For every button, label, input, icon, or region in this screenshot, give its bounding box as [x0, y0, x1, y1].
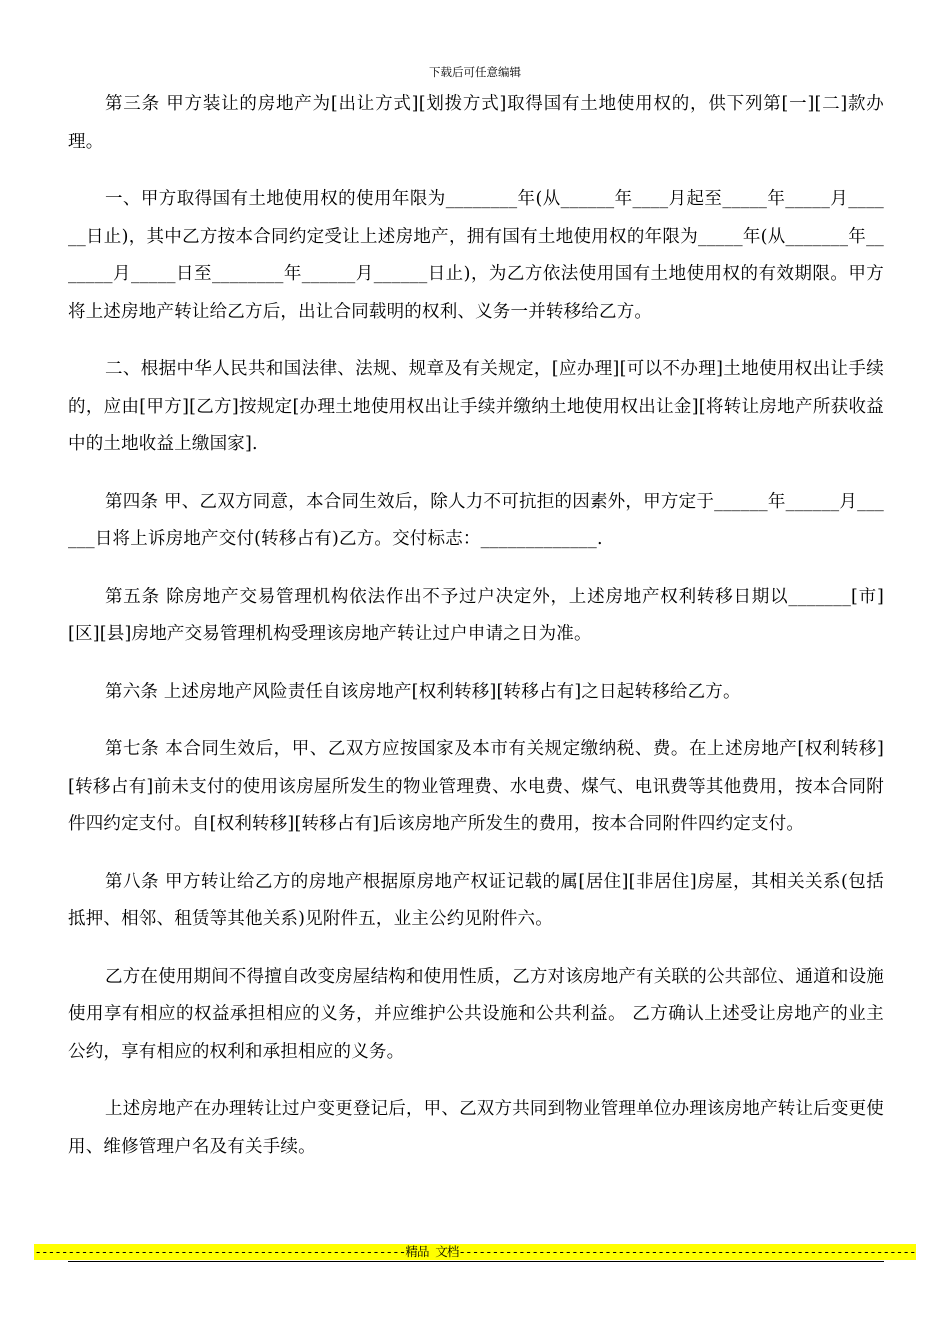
- article-8-paragraph: 第八条 甲方转让给乙方的房地产根据原房地产权证记载的属[居住][非居住]房屋，其相关关系(包括抵押、相邻、租赁等其他关系)见附件五，业主公约见附件六。: [68, 871, 884, 929]
- footer-banner-text: --------------------------------------------------------精品 文档---------------------------------------------------------------------: [34, 1244, 916, 1259]
- article-3-paragraph: 第三条 甲方装让的房地产为[出让方式][划拨方式]取得国有土地使用权的，供下列第[一][二]款办理。: [68, 94, 884, 152]
- transfer-registration-paragraph: 上述房地产在办理转让过户变更登记后，甲、乙双方共同到物业管理单位办理该房地产转让后变更使用、维修管理户名及有关手续。: [68, 1099, 884, 1157]
- footer-divider: [68, 1261, 884, 1262]
- article-5-paragraph: 第五条 除房地产交易管理机构依法作出不予过户决定外，上述房地产权利转移日期以_______[市][区][县]房地产交易管理机构受理该房地产转让过户申请之日为准。: [68, 586, 884, 644]
- clause-1-paragraph: 一、甲方取得国有土地使用权的使用年限为________年(从______年____月起至_____年_____月______日止)，其中乙方按本合同约定受让上述房地产，拥有国有土地使用权的年限为_____年(从_______年_______月_____日至________年______月______日止)，为乙方依法使用国有土地使用权的有效期限。甲方将上述房地产转让给乙方后，出让合同载明的权利、义务一并转移给乙方。: [68, 189, 884, 322]
- clause-2-paragraph: 二、根据中华人民共和国法律、法规、规章及有关规定，[应办理][可以不办理]土地使用权出让手续的，应由[甲方][乙方]按规定[办理土地使用权出让手续并缴纳土地使用权出让金][将转让房地产所获收益中的土地收益上缴国家].: [68, 359, 884, 454]
- party-b-obligations-paragraph: 乙方在使用期间不得擅自改变房屋结构和使用性质，乙方对该房地产有关联的公共部位、通道和设施使用享有相应的权益承担相应的义务，并应维护公共设施和公共利益。 乙方确认上述受让房地产的业主公约，享有相应的权利和承担相应的义务。: [68, 966, 884, 1062]
- document-body: [68, 86, 884, 1186]
- article-6-paragraph: 第六条 上述房地产风险责任自该房地产[权利转移][转移占有]之日起转移给乙方。: [105, 681, 741, 702]
- article-4-paragraph: 第四条 甲、乙双方同意，本合同生效后，除人力不可抗拒的因素外，甲方定于______年______月______日将上诉房地产交付(转移占有)乙方。交付标志：_____________.: [68, 491, 884, 549]
- header-note: 下载后可任意编辑: [429, 65, 521, 79]
- footer-banner: [0, 1243, 950, 1260]
- article-7-paragraph: 第七条 本合同生效后，甲、乙双方应按国家及本市有关规定缴纳税、费。在上述房地产[权利转移][转移占有]前未支付的使用该房屋所发生的物业管理费、水电费、煤气、电讯费等其他费用，按本合同附件四约定支付。自[权利转移][转移占有]后该房地产所发生的费用，按本合同附件四约定支付。: [68, 739, 884, 834]
